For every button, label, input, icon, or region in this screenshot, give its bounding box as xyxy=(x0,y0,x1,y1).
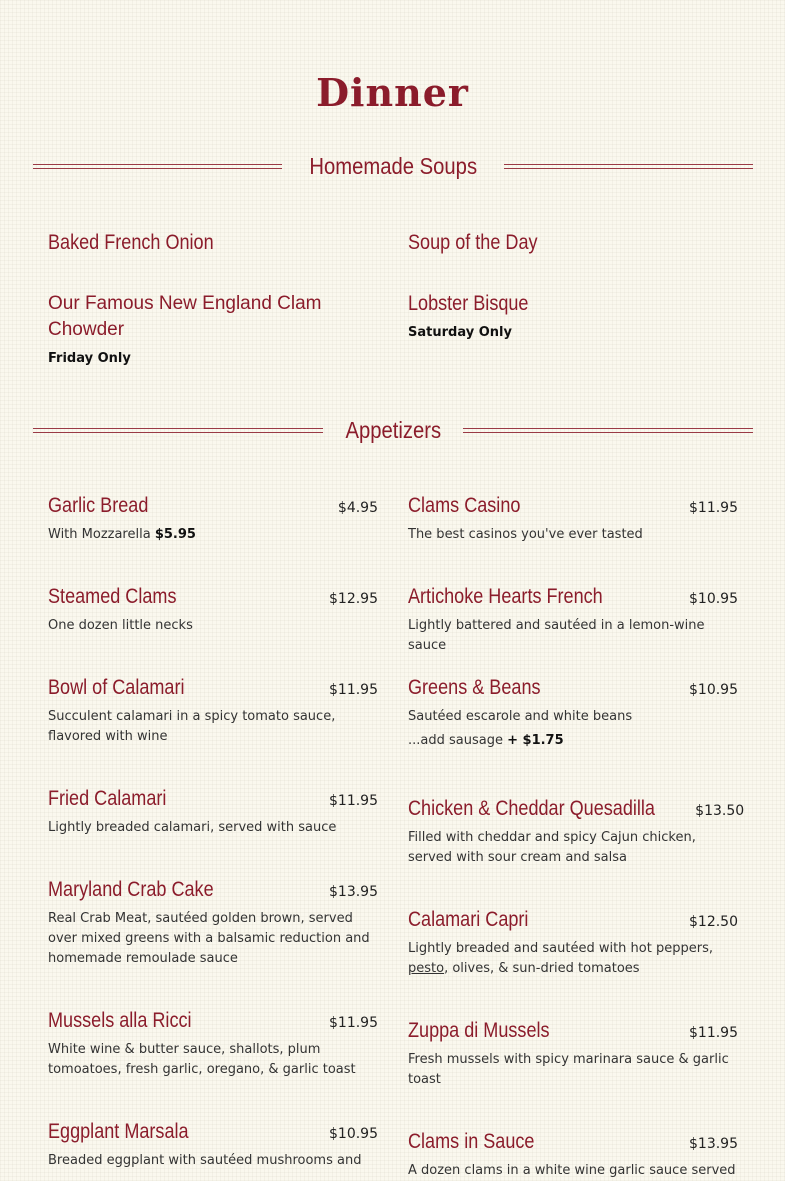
item-desc: Fresh mussels with spicy marinara sauce & garlic toast xyxy=(408,1052,729,1087)
underlined-word: pesto xyxy=(408,961,445,976)
item-desc: Real Crab Meat, sautéed golden brown, served over mixed greens with a balsamic reduction and homemade remoulade sauce xyxy=(48,911,370,966)
item-name: Greens & Beans xyxy=(408,676,541,699)
item-note: Friday Only xyxy=(48,351,131,366)
item-name: Zuppa di Mussels xyxy=(408,1019,550,1042)
menu-item xyxy=(408,675,738,751)
item-desc: The best casinos you've ever tasted xyxy=(408,527,643,542)
item-name: Soup of the Day xyxy=(408,231,538,254)
item-price: $13.95 xyxy=(689,1136,738,1152)
divider-rule xyxy=(463,428,753,433)
item-desc: With Mozzarella $5.95 xyxy=(48,527,196,542)
section-header-soups xyxy=(33,146,753,186)
item-name: Garlic Bread xyxy=(48,494,149,517)
item-price: $4.95 xyxy=(337,500,378,516)
item-name: Chicken & Cheddar Quesadilla xyxy=(408,797,655,820)
item-name: Maryland Crab Cake xyxy=(48,878,214,901)
divider-rule xyxy=(33,428,323,433)
item-price: $10.95 xyxy=(689,591,738,607)
item-name: Mussels alla Ricci xyxy=(48,1009,192,1032)
item-desc: Sautéed escarole and white beans xyxy=(408,709,633,724)
item-desc: Lightly battered and sautéed in a lemon-wine sauce xyxy=(408,618,705,653)
item-price: $11.95 xyxy=(689,500,738,516)
item-name: Clams Casino xyxy=(408,494,521,517)
menu-item xyxy=(48,291,378,369)
menu-item xyxy=(408,230,738,256)
page-title: Dinner xyxy=(316,70,469,115)
item-name: Artichoke Hearts French xyxy=(408,585,603,608)
item-desc: Lightly breaded calamari, served with sauce xyxy=(48,820,337,835)
menu-item xyxy=(48,230,378,256)
item-name: Bowl of Calamari xyxy=(48,676,185,699)
item-price: $11.95 xyxy=(329,682,378,698)
item-note: Saturday Only xyxy=(408,325,512,340)
item-price: $10.95 xyxy=(689,682,738,698)
menu-item xyxy=(48,877,378,969)
item-name: Calamari Capri xyxy=(408,908,529,931)
menu-item xyxy=(48,584,378,636)
item-desc: Breaded eggplant with sautéed mushrooms and xyxy=(48,1153,362,1168)
menu-item xyxy=(408,291,738,343)
item-name: Lobster Bisque xyxy=(408,292,529,315)
item-name: Baked French Onion xyxy=(48,231,214,254)
section-title: Homemade Soups xyxy=(309,152,477,179)
item-desc: Succulent calamari in a spicy tomato sauce, flavored with wine xyxy=(48,709,336,744)
menu-item xyxy=(408,493,738,545)
item-desc: A dozen clams in a white wine garlic sauce served xyxy=(408,1163,736,1178)
item-desc: Filled with cheddar and spicy Cajun chicken, served with sour cream and salsa xyxy=(408,830,696,865)
menu-item xyxy=(48,1119,378,1171)
item-price: $12.95 xyxy=(329,591,378,607)
menu-item xyxy=(408,796,745,868)
item-extra-price: $5.95 xyxy=(154,527,196,542)
item-name: Eggplant Marsala xyxy=(48,1120,189,1143)
item-price: $10.95 xyxy=(329,1126,378,1142)
item-addon: ...add sausage + $1.75 xyxy=(408,733,564,748)
menu-item xyxy=(48,1008,378,1080)
divider-rule xyxy=(504,164,753,169)
item-price: $11.95 xyxy=(329,793,378,809)
menu-item xyxy=(408,907,738,979)
item-desc: White wine & butter sauce, shallots, plum tomoatoes, fresh garlic, oregano, & garlic toast xyxy=(48,1042,356,1077)
item-price: $13.95 xyxy=(329,884,378,900)
section-header-appetizers xyxy=(33,410,753,450)
item-name: Our Famous New England Clam Chowder xyxy=(48,293,322,340)
item-price: $11.95 xyxy=(689,1025,738,1041)
divider-rule xyxy=(33,164,282,169)
item-desc: Lightly breaded and sautéed with hot peppers, pesto, olives, & sun-dried tomatoes xyxy=(408,941,713,976)
menu-item xyxy=(48,786,378,838)
section-title: Appetizers xyxy=(345,416,441,443)
item-price: $11.95 xyxy=(329,1015,378,1031)
menu-item xyxy=(408,584,738,656)
menu-item xyxy=(48,493,378,545)
menu-item xyxy=(408,1129,738,1181)
item-price: $13.50 xyxy=(695,803,745,819)
menu-item xyxy=(408,1018,738,1090)
item-desc: One dozen little necks xyxy=(48,618,193,633)
item-price: $12.50 xyxy=(689,914,738,930)
item-name: Clams in Sauce xyxy=(408,1130,535,1153)
item-addon-price: + $1.75 xyxy=(507,733,564,748)
item-name: Fried Calamari xyxy=(48,787,167,810)
item-name: Steamed Clams xyxy=(48,585,177,608)
menu-item xyxy=(48,675,378,747)
